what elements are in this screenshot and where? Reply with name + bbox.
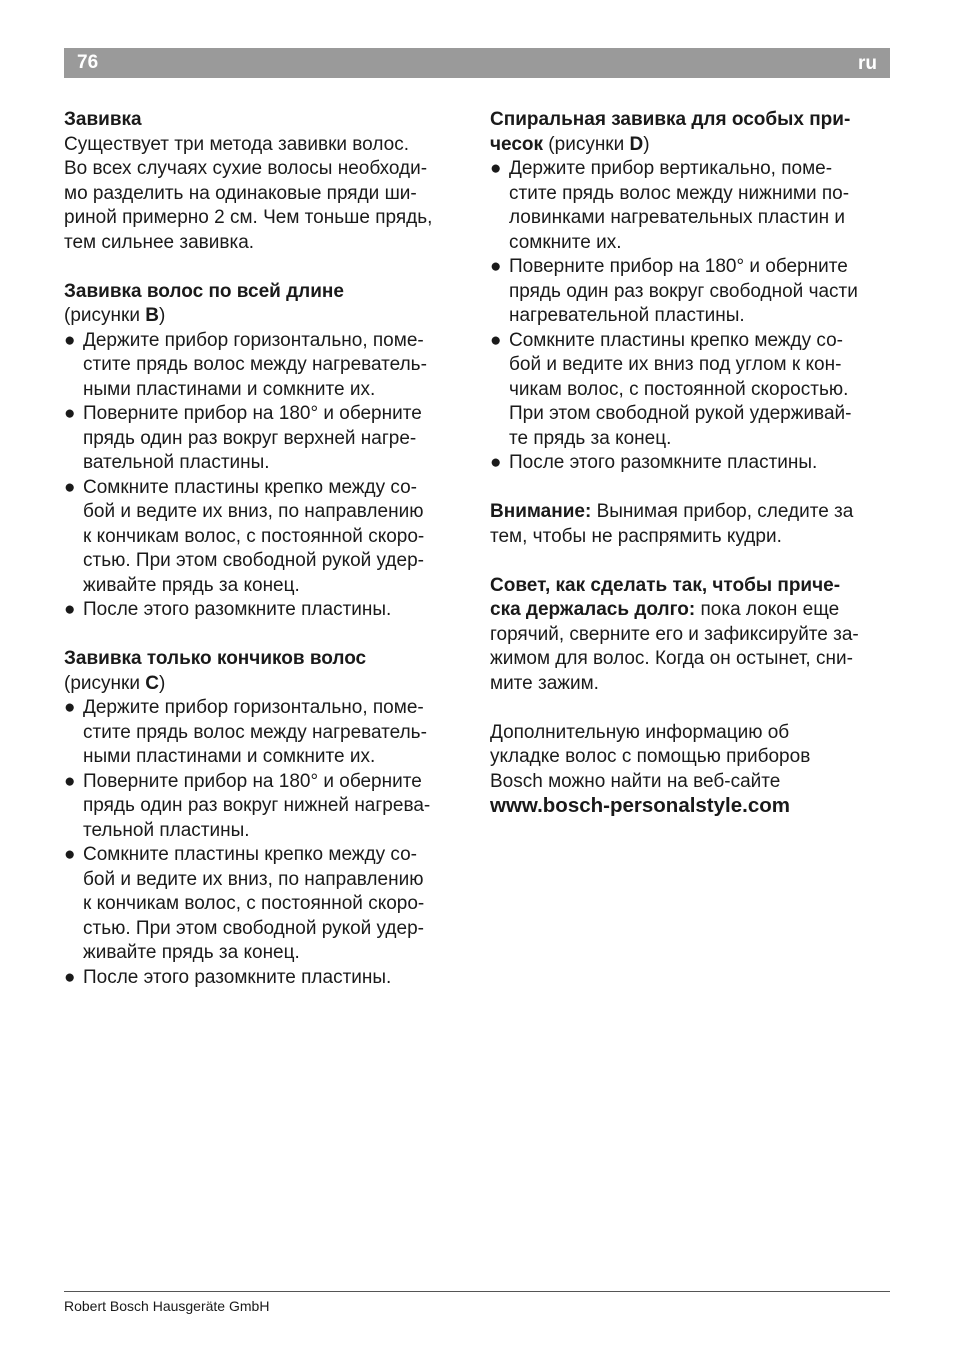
bullet-icon: ● — [64, 403, 76, 424]
section-attention — [490, 500, 890, 549]
section-full-length-curl — [64, 280, 464, 623]
item-line: прядь один раз вокруг нижней нагрева- — [83, 795, 431, 816]
figure-ref-text: (рисунки — [64, 305, 146, 326]
list-item — [490, 329, 890, 452]
item-line: те прядь за конец. — [509, 427, 672, 449]
item-line: После этого разомкните пластины. — [83, 599, 392, 620]
footer-divider — [64, 1291, 890, 1292]
item-line: бой и ведите их вниз, по направлению — [83, 868, 424, 890]
item-line: Сомкните пластины крепко между со- — [83, 476, 417, 498]
bullet-icon: ● — [490, 256, 502, 277]
list-item — [64, 329, 464, 403]
section-title-cont — [490, 133, 890, 158]
section-title: Завивка только кончиков волос — [64, 648, 367, 669]
item-line: прядь один раз вокруг свободной части — [509, 280, 858, 302]
item-line: бой и ведите их вниз под углом к кон- — [509, 354, 842, 375]
figure-ref-text: (рисунки — [64, 672, 146, 694]
figure-reference — [64, 304, 464, 329]
section-tips-curl — [64, 647, 464, 990]
item-line: После этого разомкните пластины. — [509, 452, 818, 473]
item-line: живайте прядь за конец. — [83, 942, 300, 963]
item-line: нагревательной пластины. — [509, 305, 745, 326]
bullet-list — [64, 329, 464, 623]
item-line: вательной пластины. — [83, 452, 270, 473]
item-line: Поверните прибор на 180° и оберните — [83, 770, 422, 792]
item-line: При этом свободной рукой удерживай- — [509, 403, 852, 424]
body-line: горячий, сверните его и зафиксируйте за- — [490, 623, 859, 645]
figure-letter: B — [145, 305, 159, 326]
attention-text: Вынимая прибор, следите за — [591, 501, 854, 522]
item-line: Сомкните пластины крепко между со- — [83, 844, 417, 865]
figure-reference — [64, 672, 464, 697]
attention-line — [490, 500, 890, 525]
bullet-icon: ● — [64, 966, 76, 988]
item-line: Держите прибор горизонтально, поме- — [83, 329, 424, 351]
page-header-bar — [64, 48, 890, 78]
body-line: тем сильнее завивка. — [64, 231, 255, 253]
item-line: Поверните прибор на 180° и оберните — [83, 403, 422, 424]
item-line: к кончикам волос, с постоянной скоро- — [83, 525, 425, 547]
bullet-icon: ● — [490, 329, 502, 351]
section-title-end: чесок — [490, 133, 544, 155]
tip-title: Совет, как сделать так, чтобы приче- — [490, 574, 841, 596]
tip-title-end: ска держалась долго: — [490, 599, 696, 620]
section-spiral-curl — [490, 108, 890, 476]
bullet-icon: ● — [490, 158, 502, 179]
figure-ref-text: (рисунки — [543, 133, 630, 155]
section-curling-intro — [64, 108, 464, 255]
item-line: чикам волос, с постоянной скоростью. — [509, 378, 849, 400]
website-link[interactable]: www.bosch-personalstyle.com — [490, 794, 790, 817]
left-column — [64, 108, 464, 990]
right-column — [490, 108, 890, 819]
figure-ref-close: ) — [643, 133, 650, 155]
bullet-icon: ● — [64, 476, 76, 498]
item-line: тельной пластины. — [83, 819, 250, 841]
list-item — [490, 451, 890, 476]
figure-letter: C — [145, 672, 159, 694]
section-title: Завивка волос по всей длине — [64, 280, 344, 302]
item-line: стите прядь волос между нагреватель- — [83, 354, 427, 375]
item-line: живайте прядь за конец. — [83, 574, 300, 596]
body-line: Bosch можно найти на веб-сайте — [490, 770, 781, 792]
section-title: Спиральная завивка для особых при- — [490, 109, 851, 130]
list-item — [490, 157, 890, 255]
item-line: После этого разомкните пластины. — [83, 966, 392, 988]
list-item — [64, 402, 464, 476]
list-item — [64, 770, 464, 844]
tip-line — [490, 598, 890, 623]
body-line: Дополнительную информацию об — [490, 721, 790, 743]
bullet-icon: ● — [64, 844, 76, 865]
figure-ref-close: ) — [158, 672, 166, 694]
body-line: риной примерно 2 см. Чем тоньше прядь, — [64, 207, 433, 228]
footer-company: Robert Bosch Hausgeräte GmbH — [64, 1298, 270, 1314]
section-title: Завивка — [64, 109, 142, 130]
item-line: к кончикам волос, с постоянной скоро- — [83, 893, 425, 914]
item-line: ными пластинами и сомкните их. — [83, 746, 376, 767]
body-line: мо разделить на одинаковые пряди ши- — [64, 182, 417, 204]
item-line: стью. При этом свободной рукой удер- — [83, 917, 424, 939]
list-item — [64, 476, 464, 599]
item-line: стите прядь волос между нижними по- — [509, 182, 850, 204]
item-line: бой и ведите их вниз, по направлению — [83, 501, 424, 522]
list-item — [64, 843, 464, 966]
list-item — [64, 598, 464, 623]
body-line: укладке волос с помощью приборов — [490, 746, 811, 767]
bullet-list — [490, 157, 890, 476]
figure-letter: D — [629, 133, 644, 155]
language-code: ru — [858, 53, 877, 74]
item-line: сомкните их. — [509, 231, 622, 253]
bullet-icon: ● — [490, 452, 502, 473]
body-line: тем, чтобы не распрямить кудри. — [490, 525, 782, 547]
tip-text: пока локон еще — [695, 599, 840, 620]
section-more-info — [490, 721, 890, 819]
body-line: Во всех случаях сухие волосы необходи- — [64, 158, 428, 179]
item-line: Держите прибор горизонтально, поме- — [83, 697, 424, 718]
item-line: стью. При этом свободной рукой удер- — [83, 550, 424, 571]
list-item — [64, 696, 464, 770]
item-line: стите прядь волос между нагреватель- — [83, 721, 427, 743]
figure-ref-close: ) — [158, 305, 166, 326]
item-line: Поверните прибор на 180° и оберните — [509, 256, 848, 277]
item-line: ловинками нагревательных пластин и — [509, 207, 845, 228]
body-line: Существует три метода завивки волос. — [64, 133, 409, 155]
section-tip — [490, 574, 890, 697]
page-number: 76 — [77, 52, 99, 73]
item-line: ными пластинами и сомкните их. — [83, 378, 376, 400]
bullet-list — [64, 696, 464, 990]
list-item — [64, 966, 464, 991]
bullet-icon: ● — [64, 770, 76, 792]
body-line: жимом для волос. Когда он остынет, сни- — [490, 648, 853, 669]
item-line: Сомкните пластины крепко между со- — [509, 329, 843, 351]
bullet-icon: ● — [64, 329, 76, 351]
bullet-icon: ● — [64, 697, 76, 718]
item-line: прядь один раз вокруг верхней нагре- — [83, 427, 417, 449]
attention-label: Внимание: — [490, 501, 592, 522]
list-item — [490, 255, 890, 329]
bullet-icon: ● — [64, 599, 76, 620]
item-line: Держите прибор вертикально, поме- — [509, 158, 833, 179]
body-line: мите зажим. — [490, 672, 599, 694]
